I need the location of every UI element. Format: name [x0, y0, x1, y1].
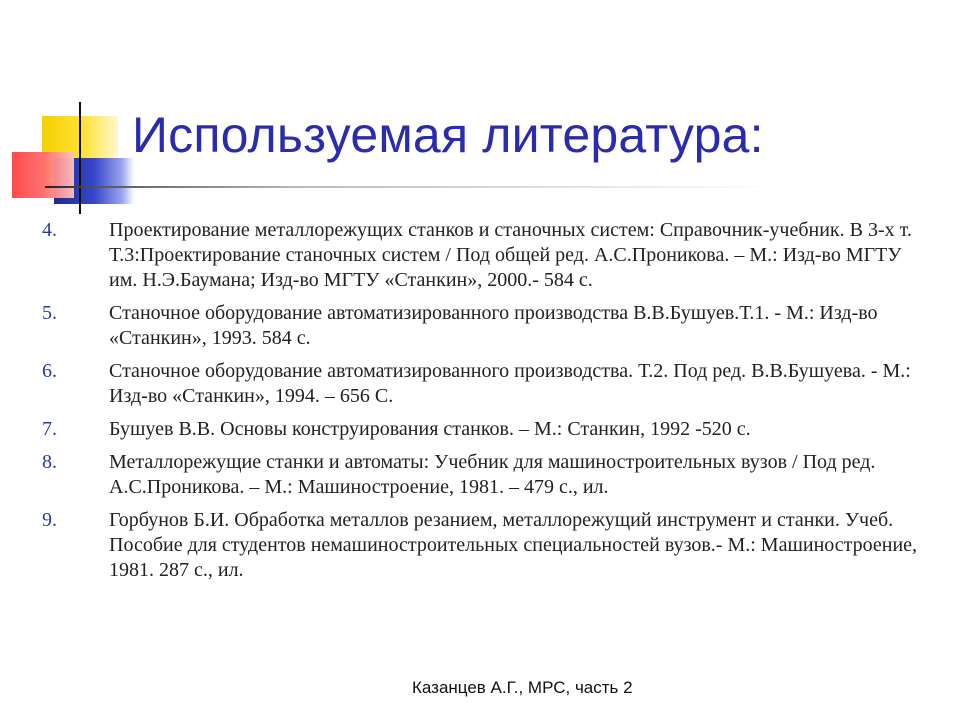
reference-item [42, 301, 922, 351]
reference-text: Станочное оборудование автоматизированного производства В.В.Бушуев.Т.1. - М.: Изд-во «Станкин», 1993. 584 с. [109, 302, 878, 349]
reference-list [42, 218, 922, 591]
reference-text: Металлорежущие станки и автоматы: Учебник для машиностроительных вузов / Под ред. А.С.Проникова. – М.: Машиностроение, 1981. – 479 с., ил. [109, 451, 876, 498]
reference-text: Станочное оборудование автоматизированного производства. Т.2. Под ред. В.В.Бушуева. - М.: Изд-во «Станкин», 1994. – 656 С. [109, 360, 911, 407]
reference-text: Горбунов Б.И. Обработка металлов резанием, металлорежущий инструмент и станки. Учеб. Пособие для студентов немашиностроительных специальностей вузов.- М.: Машиностроение, 1981. 287 с., ил. [109, 509, 918, 581]
reference-item [42, 450, 922, 500]
reference-number: 8. [42, 451, 57, 473]
slide-title: Используемая литература: [132, 107, 764, 163]
slide-footer: Казанцев А.Г., МРС, часть 2 [412, 678, 633, 697]
reference-text: Бушуев В.В. Основы конструирования станков. – М.: Станкин, 1992 -520 с. [109, 418, 751, 440]
reference-number: 7. [42, 418, 57, 440]
reference-number: 9. [42, 509, 57, 531]
reference-number: 6. [42, 360, 57, 382]
reference-text: Проектирование металлорежущих станков и станочных систем: Справочник-учебник. В 3-х т. Т.3:Проектирование станочных систем / Под общей ред. А.С.Проникова. – М.: Изд-во МГТУ им. Н.Э.Баумана; Изд-во МГТУ «Станкин», 2000.- 584 с. [109, 219, 912, 291]
reference-item [42, 417, 922, 442]
reference-number: 4. [42, 219, 57, 241]
reference-item [42, 508, 922, 583]
decor-red-square [12, 152, 74, 198]
reference-item [42, 359, 922, 409]
decor-vertical-line [79, 102, 81, 214]
reference-item [42, 218, 922, 293]
decor-horizontal-line [45, 186, 905, 188]
reference-number: 5. [42, 302, 57, 324]
